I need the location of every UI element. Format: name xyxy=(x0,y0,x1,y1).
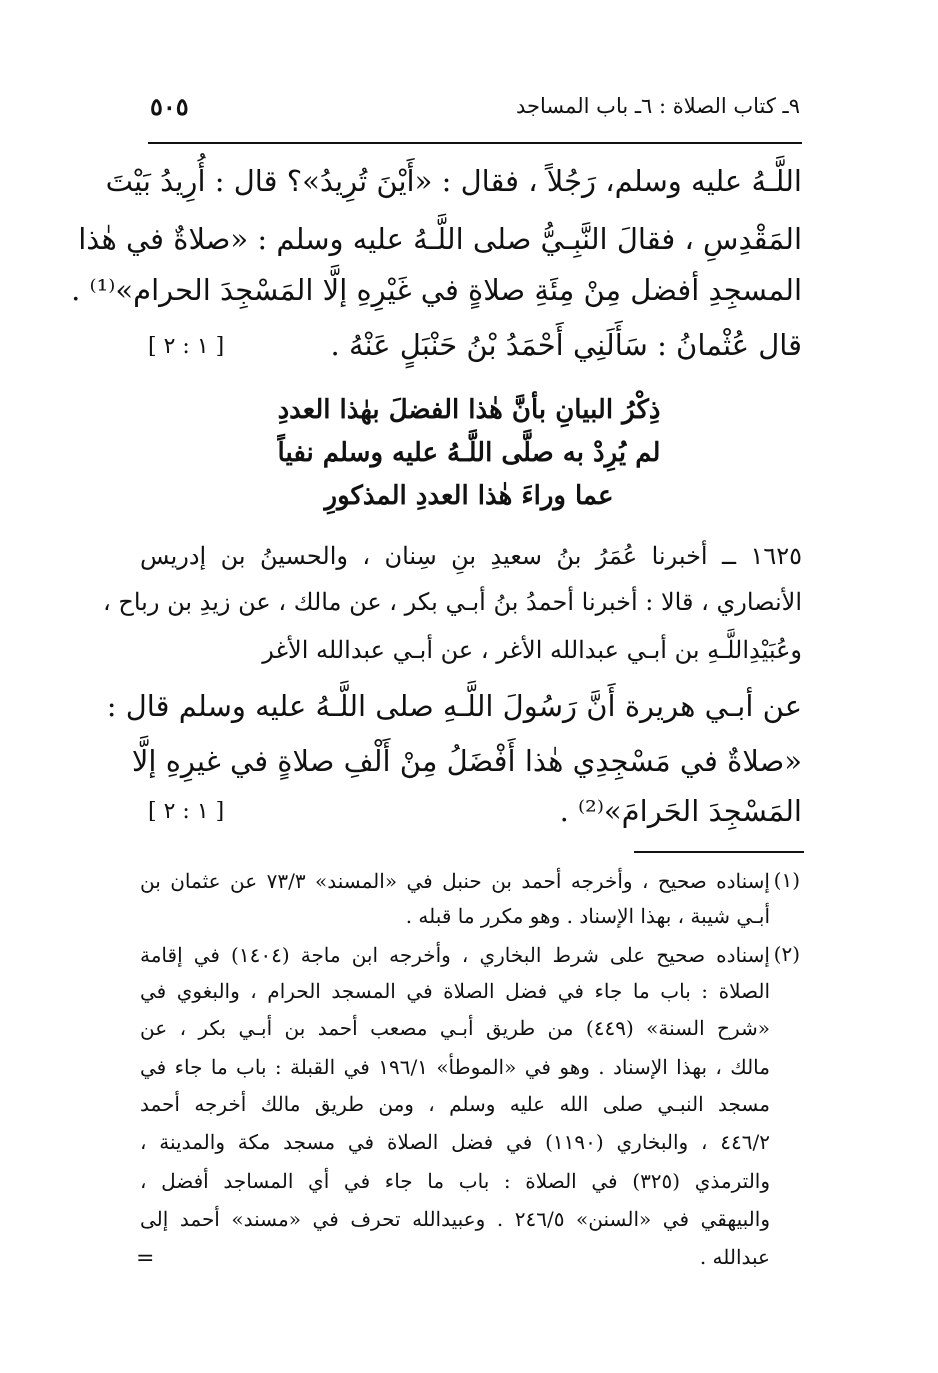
heading-line: ذِكْرُ البيانِ بأنَّ هٰذا الفضلَ بهٰذا العددِ xyxy=(277,395,661,425)
body-line: المسجِدِ أفضل مِنْ مِئَةِ صلاةٍ في غَيْرِهِ إلَّا المَسْجِدَ الحرام»⁽¹⁾ . xyxy=(71,273,802,307)
footnote-rule xyxy=(634,851,804,853)
heading-line: عما وراءَ هٰذا العددِ المذكورِ xyxy=(324,481,614,511)
footnote-marker: (١) xyxy=(773,868,800,892)
footnote-line: والبيهقي في «السنن» ٢٤٦/٥ . وعبيدالله تحرف في «مسند» أحمد إلى xyxy=(140,1207,770,1231)
footnote-line: ٤٤٦/٢ ، والبخاري (١١٩٠) في فضل الصلاة في مسجد مكة والمدينة ، xyxy=(140,1130,771,1154)
body-line: المَقْدِسِ ، فقالَ النَّبِـيُّ صلى اللَّـهُ عليه وسلم : «صلاةٌ في هٰذا xyxy=(78,222,802,256)
footnote-line: إسناده صحيح ، وأخرجه أحمد بن حنبل في «المسند» ٧٣/٣ عن عثمان بن xyxy=(140,869,770,893)
footnote-line: إسناده صحيح على شرط البخاري ، وأخرجه ابن ماجة (١٤٠٤) في إقامة xyxy=(140,943,770,967)
footnote-line: الصلاة : باب ما جاء في فضل الصلاة في المسجد الحرام ، والبغوي في xyxy=(140,979,770,1003)
footnote-line: والترمذي (٣٢٥) في الصلاة : باب ما جاء في أي المساجد أفضل ، xyxy=(140,1169,770,1193)
heading-line: لم يُرِدْ به صلَّى اللَّـهُ عليه وسلم نفياً xyxy=(277,438,661,468)
footnote-line: «شرح السنة» (٤٤٩) من طريق أبـي مصعب أحمد بن أبـي بكر ، عن xyxy=(140,1016,770,1040)
running-title: ٩ـ كتاب الصلاة : ٦ـ باب المساجد xyxy=(515,94,800,118)
body-line: اللَّـهُ عليه وسلم، رَجُلاً ، فقال : «أَيْنَ تُرِيدُ»؟ قال : أُرِيدُ بَيْتَ xyxy=(105,164,802,198)
matn-line: عن أبـي هريرة أَنَّ رَسُولَ اللَّـهِ صلى اللَّـهُ عليه وسلم قال : xyxy=(106,689,802,723)
footnote-line: مسجد النبـي صلى الله عليه وسلم ، ومن طريق مالك أخرجه أحمد xyxy=(140,1092,770,1116)
header-rule xyxy=(148,142,802,144)
isnad-line: ١٦٢٥ ــ أخبرنا عُمَرُ بنُ سعيدِ بنِ سِنان ، والحسينُ بن إدريس xyxy=(140,542,802,570)
matn-line: «صلاةٌ في مَسْجِدِي هٰذا أَفْضَلُ مِنْ أَلْفِ صلاةٍ في غيرِهِ إلَّا xyxy=(131,744,802,778)
matn-line: المَسْجِدَ الحَرامَ»⁽²⁾ . xyxy=(559,794,802,828)
isnad-line: الأنصاري ، قالا : أخبرنا أحمدُ بنُ أبـي بكر ، عن مالك ، عن زيدِ بن رباح ، xyxy=(102,588,802,616)
footnote-line: أبـي شيبة ، بهذا الإسناد . وهو مكرر ما قبله . xyxy=(405,904,770,928)
reference-mark: [ ١ : ٢ ] xyxy=(148,799,225,824)
footnote-line: مالك ، بهذا الإسناد . وهو في «الموطأ» ١٩٦/١ في القبلة : باب ما جاء في xyxy=(140,1055,770,1079)
reference-mark: [ ١ : ٢ ] xyxy=(148,334,225,359)
footnote-marker: (٢) xyxy=(773,942,800,966)
footnote-line: عبدالله . xyxy=(699,1245,770,1269)
page-number: ٥٠٥ xyxy=(150,92,189,121)
continuation-mark: = xyxy=(136,1246,155,1271)
narrator-line: قال عُثْمانُ : سَأَلَنِي أَحْمَدُ بْنُ حَنْبَلٍ عَنْهُ . xyxy=(330,328,802,362)
isnad-line: وعُبَيْدِاللَّـهِ بن أبـي عبدالله الأغر ، عن أبـي عبدالله الأغر xyxy=(262,636,802,664)
